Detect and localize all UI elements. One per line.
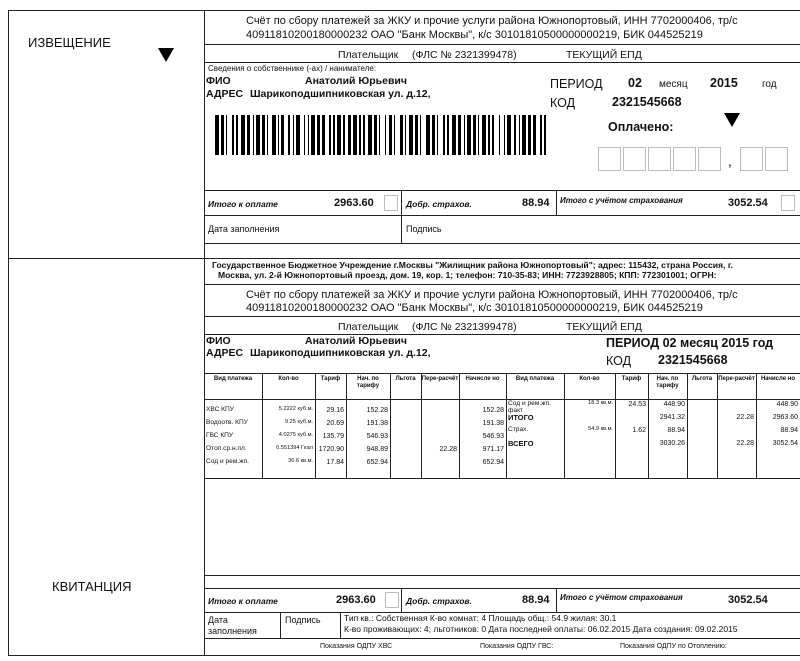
top-payer-label: Плательщик (338, 49, 399, 61)
bottom-to-pay-value: 2963.60 (336, 594, 376, 606)
barcode-bar (389, 115, 392, 155)
left-row-1-total: 191.38 (482, 420, 504, 427)
barcode-bar (317, 115, 320, 155)
barcode-bar (241, 115, 245, 155)
barcode-bar (482, 115, 486, 155)
left-row-4-name: Сод и рем.жп. (206, 458, 249, 465)
left-row-0-total: 152.28 (482, 407, 504, 414)
bottom-address-value: Шарикоподшипниковская ул. д.12, (250, 347, 431, 359)
barcode-bar (478, 115, 479, 155)
top-to-pay-label: Итого к оплате (208, 199, 278, 209)
top-fio-label: ФИО (206, 75, 231, 87)
bottom-header-rule (204, 316, 800, 317)
right-header-5: Пере-расчёт (718, 376, 755, 382)
left-row-1-qty: 9.25 куб.м. (285, 419, 313, 425)
meter-hvs-label: Показания ОДПУ ХВС (320, 643, 393, 650)
bottom-info-rule (204, 638, 800, 639)
top-fio-value: Анатолий Юрьевич (305, 75, 407, 87)
bottom-header-line2: 40911810200180000232 ОАО "Банк Москвы", к/с 30101810500000000219, БИК 044525219 (246, 302, 703, 314)
left-row-2-tariff: 135.79 (322, 433, 344, 440)
top-paid-label: Оплачено: (608, 120, 674, 134)
table-tail-left (204, 478, 205, 575)
barcode-bar (322, 115, 325, 155)
barcode-bar (519, 115, 520, 155)
barcode-bar (226, 115, 227, 155)
barcode-bar (337, 115, 341, 155)
barcode-bar (514, 115, 515, 155)
barcode-bar (458, 115, 461, 155)
right-header-4: Льгота (691, 376, 713, 382)
top-payer-rule (204, 62, 800, 63)
barcode-bar (544, 115, 547, 155)
bottom-kod-label: КОД (606, 354, 632, 368)
left-row-4-total: 652.94 (482, 459, 504, 466)
left-stub-border (8, 10, 9, 655)
right-header-0: Вид платежа (515, 376, 555, 382)
right-header-2: Тариф (621, 376, 642, 382)
left-row-1-name: Водоотв. КПУ (206, 419, 248, 426)
barcode-bar (215, 115, 219, 155)
left-header-1: Кол-во (278, 376, 299, 382)
org-rule (204, 284, 800, 285)
bottom-sign-sep-1 (280, 612, 281, 638)
barcode-bar (262, 115, 265, 155)
left-row-2-name: ГВС КПУ (206, 432, 234, 439)
paid-digit-box-5[interactable] (698, 147, 721, 171)
barcode-bar (447, 115, 448, 155)
barcode-bar (311, 115, 315, 155)
barcode-bar (333, 115, 336, 155)
top-fls: (ФЛС № 2321399478) (412, 49, 517, 61)
top-epd: ТЕКУЩИЙ ЕПД (566, 49, 642, 61)
left-row-4-qty: 36.6 кв.м. (288, 458, 313, 464)
paid-digit-box-7[interactable] (765, 147, 788, 171)
paid-digit-box-1[interactable] (598, 147, 621, 171)
barcode-bar (353, 115, 357, 155)
section-divider (8, 258, 800, 259)
right-row-1-total: 2963.60 (772, 414, 798, 421)
right-row-2-tariff: 1.62 (632, 427, 646, 434)
paid-digit-box-2[interactable] (623, 147, 646, 171)
right-row-3-recalc: 22.28 (736, 440, 754, 447)
barcode-bar (452, 115, 456, 155)
right-row-0-total: 448.90 (776, 401, 798, 408)
bottom-to-pay-box[interactable] (385, 592, 399, 608)
barcode-bar (426, 115, 430, 155)
barcode-bar (256, 115, 260, 155)
meter-gvs-label: Показания ОДПУ ГВС: (480, 643, 554, 650)
barcode-bar (221, 115, 224, 155)
right-row-2-charge: 88.94 (667, 427, 685, 434)
triangle-marker-icon (724, 113, 740, 127)
barcode-bar (236, 115, 237, 155)
top-month-label: месяц (659, 79, 688, 90)
bottom-payer-label: Плательщик (338, 321, 399, 333)
bottom-address-label: АДРЕС (206, 347, 244, 359)
right-row-3-charge: 3030.26 (659, 440, 685, 447)
bottom-totals-sep-2 (556, 588, 557, 612)
barcode-bar (379, 115, 380, 155)
left-header-3: Нач. по тарифу (356, 376, 380, 389)
bottom-insurance-label: Добр. страхов. (406, 596, 472, 606)
paid-digit-box-4[interactable] (673, 147, 696, 171)
right-header-6: Начисле но (760, 376, 796, 382)
left-row-0-tariff: 29.16 (326, 407, 344, 414)
barcode-bar (308, 115, 309, 155)
top-border (8, 10, 800, 11)
top-total-ins-value: 3052.54 (728, 197, 768, 209)
left-header-6: Начисле но (465, 376, 500, 382)
barcode-bar (443, 115, 446, 155)
barcode-bar (394, 115, 395, 155)
barcode-bar (533, 115, 536, 155)
barcode (215, 115, 550, 155)
barcode-bar (374, 115, 377, 155)
top-year-label: год (762, 79, 777, 90)
barcode-bar (528, 115, 531, 155)
right-row-0-qty: 18.3 кв.м. (588, 400, 613, 406)
right-row-1-name: ИТОГО (508, 413, 534, 422)
table-top-rule (204, 373, 800, 374)
barcode-bar (278, 115, 279, 155)
left-row-2-qty: 4.0275 куб.м. (278, 432, 313, 438)
table-bottom-rule (204, 478, 800, 479)
left-row-3-charge: 948.89 (366, 446, 388, 453)
barcode-bar (507, 115, 511, 155)
barcode-bar (359, 115, 362, 155)
right-row-2-qty: 54.9 кв.м. (588, 426, 613, 432)
kvitantsiya-label: КВИТАНЦИЯ (52, 579, 132, 594)
barcode-bar (247, 115, 250, 155)
barcode-bar (473, 115, 476, 155)
left-row-3-name: Отоп.ср.н.пл. (206, 445, 247, 452)
top-insurance-label: Добр. страхов. (406, 199, 472, 209)
left-header-5: Пере-расчёт (421, 376, 459, 382)
right-row-0-charge: 448.90 (663, 401, 685, 408)
left-row-3-recalc: 22.28 (439, 446, 457, 453)
barcode-bar (467, 115, 471, 155)
bottom-fio-label: ФИО (206, 335, 231, 347)
barcode-bar (488, 115, 489, 155)
barcode-bar (267, 115, 268, 155)
bottom-info-line1: Тип кв.: Собственная К-во комнат: 4 Площадь общ.: 54.9 жилая: 30.1 (344, 613, 617, 623)
left-header-0: Вид платежа (213, 376, 253, 382)
bottom-date-label-1: Дата (208, 615, 228, 625)
barcode-bar (499, 115, 500, 155)
bottom-fio-value: Анатолий Юрьевич (305, 335, 407, 347)
barcode-bar (232, 115, 235, 155)
barcode-bar (385, 115, 386, 155)
left-row-1-tariff: 20.69 (326, 420, 344, 427)
top-period-label: ПЕРИОД (550, 77, 603, 91)
top-header-rule (204, 44, 800, 45)
table-header-rule (204, 399, 800, 400)
barcode-bar (329, 115, 330, 155)
bottom-total-ins-label: Итого с учётом страхования (560, 593, 683, 602)
bottom-sign-sep-2 (340, 612, 341, 638)
barcode-bar (368, 115, 372, 155)
barcode-bar (272, 115, 276, 155)
left-row-1-charge: 191.38 (366, 420, 388, 427)
left-row-0-name: ХВС КПУ (206, 406, 234, 413)
barcode-bar (293, 115, 294, 155)
barcode-bar (288, 115, 289, 155)
charges-table (204, 373, 800, 478)
left-row-3-qty: 0.551394 Гкал (276, 445, 313, 451)
triangle-marker-icon (158, 48, 174, 62)
bottom-border (8, 655, 800, 656)
right-row-1-recalc: 22.28 (736, 414, 754, 421)
top-header-line1: Счёт по сбору платежей за ЖКУ и прочие услуги района Южнопортовый, ИНН 7702000406, тр/с (246, 15, 738, 27)
barcode-bar (504, 115, 505, 155)
bottom-totals-rule-top (204, 575, 800, 576)
bottom-totals-rule-top2 (204, 588, 800, 589)
left-header-2: Тариф (320, 376, 341, 382)
right-row-1-charge: 2941.32 (659, 414, 685, 421)
barcode-bar (437, 115, 438, 155)
barcode-bar (492, 115, 495, 155)
barcode-bar (281, 115, 284, 155)
barcode-bar (522, 115, 526, 155)
top-owner-label: Сведения о собственнике (-ах) / нанимателе: (208, 64, 377, 73)
barcode-bar (540, 115, 541, 155)
top-kod-label: КОД (550, 96, 576, 110)
top-header-line2: 40911810200180000232 ОАО "Банк Москвы", к/с 30101810500000000219, БИК 044525219 (246, 29, 703, 41)
org-line1: Государственное Бюджетное Учреждение г.Москвы "Жилищник района Южнопортовый"; адрес: 115432, страна Россия, г. (212, 260, 733, 270)
top-address-value: Шарикоподшипниковская ул. д.12, (250, 88, 431, 100)
right-row-2-total: 88.94 (780, 427, 798, 434)
bottom-sign-label: Подпись (285, 615, 321, 625)
top-sign-label: Подпись (406, 224, 442, 234)
right-row-3-name: ВСЕГО (508, 439, 534, 448)
top-total-ins-box[interactable] (781, 195, 795, 211)
top-totals-sep-2 (556, 190, 557, 215)
top-period-month: 02 (628, 76, 642, 90)
bottom-insurance-value: 88.94 (522, 594, 550, 606)
top-period-year: 2015 (710, 76, 738, 90)
left-row-0-charge: 152.28 (366, 407, 388, 414)
left-row-2-total: 546.93 (482, 433, 504, 440)
left-row-0-qty: 5.2222 куб.м. (278, 406, 313, 412)
bottom-header-line1: Счёт по сбору платежей за ЖКУ и прочие услуги района Южнопортовый, ИНН 7702000406, тр/с (246, 289, 738, 301)
top-total-ins-label: Итого с учётом страхования (560, 196, 683, 205)
left-row-3-tariff: 1720.90 (318, 446, 344, 453)
top-sign-rule (204, 243, 800, 244)
top-to-pay-value: 2963.60 (334, 197, 374, 209)
barcode-bar (296, 115, 300, 155)
right-header-1: Кол-во (579, 376, 600, 382)
barcode-bar (432, 115, 435, 155)
barcode-bar (348, 115, 351, 155)
barcode-bar (415, 115, 418, 155)
bottom-to-pay-label: Итого к оплате (208, 596, 278, 606)
barcode-bar (409, 115, 413, 155)
bottom-total-ins-value: 3052.54 (728, 594, 768, 606)
barcode-bar (420, 115, 421, 155)
top-totals-rule-bottom (204, 215, 800, 216)
barcode-bar (304, 115, 305, 155)
barcode-bar (405, 115, 406, 155)
top-address-label: АДРЕС (206, 88, 244, 100)
izveshchenie-label: ИЗВЕЩЕНИЕ (28, 35, 111, 50)
left-row-2-charge: 546.93 (366, 433, 388, 440)
left-row-4-charge: 652.94 (366, 459, 388, 466)
barcode-bar (363, 115, 364, 155)
org-line2: Москва, ул. 2-й Южнопортовый проезд, дом. 19, кор. 1; телефон: 710-35-83; ИНН: 7723928805; КПП: 772301001; ОГРН: (218, 270, 717, 280)
top-totals-rule-top (204, 190, 800, 191)
top-to-pay-box[interactable] (384, 195, 398, 211)
bottom-date-label-2: заполнения (208, 626, 257, 636)
barcode-bar (464, 115, 465, 155)
paid-digit-box-3[interactable] (648, 147, 671, 171)
top-totals-sep-1 (401, 190, 402, 215)
bottom-totals-sep-1 (401, 588, 402, 612)
meter-heat-label: Показания ОДПУ по Отоплению: (620, 643, 727, 650)
right-header-3: Нач. по тарифу (656, 376, 679, 389)
bottom-period-line: ПЕРИОД 02 месяц 2015 год (606, 336, 774, 350)
left-row-3-total: 971.17 (482, 446, 504, 453)
right-row-0-name: Сод и рем.жп. факт (508, 400, 551, 414)
right-row-2-name: Страх. (508, 426, 529, 433)
left-header-4: Льгота (395, 376, 416, 382)
bottom-fls: (ФЛС № 2321399478) (412, 321, 517, 333)
top-sign-sep (401, 215, 402, 243)
bottom-kod-value: 2321545668 (658, 353, 728, 367)
bottom-epd: ТЕКУЩИЙ ЕПД (566, 321, 642, 333)
right-row-0-tariff: 24.53 (628, 401, 646, 408)
right-row-3-total: 3052.54 (772, 440, 798, 447)
paid-separator: , (728, 153, 732, 169)
left-row-4-tariff: 17.84 (326, 459, 344, 466)
bottom-payer-rule (204, 334, 800, 335)
barcode-bar (400, 115, 403, 155)
barcode-bar (343, 115, 344, 155)
paid-digit-box-6[interactable] (740, 147, 763, 171)
barcode-bar (253, 115, 254, 155)
bottom-info-line2: К-во проживающих: 4; льготников: 0 Дата последней оплаты: 06.02.2015 Дата создания: 09.02.2015 (344, 624, 738, 634)
top-insurance-value: 88.94 (522, 197, 550, 209)
top-date-label: Дата заполнения (208, 224, 280, 234)
top-kod-value: 2321545668 (612, 95, 682, 109)
